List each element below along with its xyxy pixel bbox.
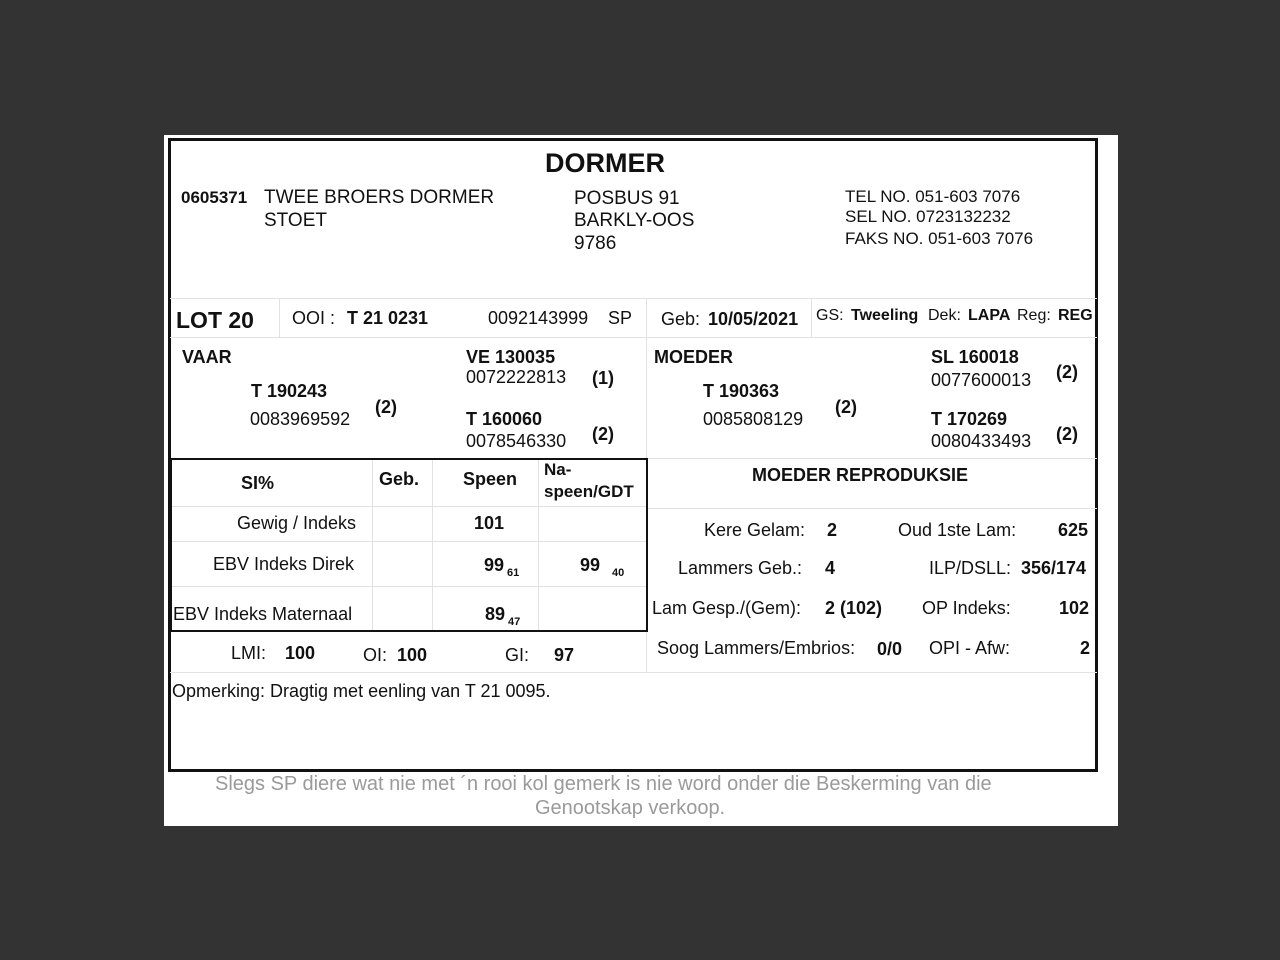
speen-header: Speen bbox=[463, 469, 518, 489]
moeder-sire-grade: (2) bbox=[1056, 362, 1078, 382]
gewig-speen-value: 101 bbox=[474, 513, 505, 533]
moeder-dam-grade: (2) bbox=[1056, 424, 1078, 444]
row-label-maternaal: EBV Indeks Maternaal bbox=[173, 604, 353, 624]
gi-value: 97 bbox=[554, 645, 575, 665]
reg-value: REG bbox=[1058, 307, 1093, 324]
si-col-line-2 bbox=[432, 460, 433, 630]
faks-number: FAKS NO. 051-603 7076 bbox=[845, 229, 1034, 248]
oud-1ste-lam-label: Oud 1ste Lam: bbox=[898, 520, 1017, 540]
vaar-sire-grade: (1) bbox=[592, 368, 614, 388]
geb-value: 10/05/2021 bbox=[708, 309, 799, 329]
soog-value: 0/0 bbox=[877, 639, 903, 659]
lmi-label: LMI: bbox=[231, 643, 267, 663]
lammers-geb-label: Lammers Geb.: bbox=[678, 558, 803, 578]
repro-title: MOEDER REPRODUKSIE bbox=[752, 465, 969, 485]
ilp-dsll-label: ILP/DSLL: bbox=[929, 558, 1012, 578]
ooi-value: T 21 0231 bbox=[347, 308, 429, 328]
direk-naspeen-value: 99 $_{40}$ bbox=[580, 555, 625, 579]
si-table-top-border bbox=[170, 458, 648, 460]
geb-label: Geb: bbox=[661, 309, 701, 329]
moeder-dam-tag: T 170269 bbox=[931, 409, 1008, 429]
row-label-gewig: Gewig / Indeks bbox=[237, 513, 357, 533]
gs-label: GS: bbox=[816, 307, 844, 324]
moeder-tag: T 190363 bbox=[703, 381, 780, 401]
si-row-line-1 bbox=[172, 541, 646, 542]
vaar-sire-tag: VE 130035 bbox=[466, 347, 556, 367]
maternaal-speen-value: 89 $_{47}$ bbox=[485, 604, 521, 628]
si-header: SI% bbox=[241, 473, 275, 493]
address-line3: 9786 bbox=[574, 233, 617, 254]
moeder-sire-id: 0077600013 bbox=[931, 370, 1032, 390]
si-row-line-2 bbox=[172, 586, 646, 587]
breeder-code: 0605371 bbox=[181, 188, 248, 207]
vaar-dam-grade: (2) bbox=[592, 424, 614, 444]
op-indeks-value: 102 bbox=[1059, 598, 1090, 618]
index-row-line bbox=[170, 672, 1097, 673]
moeder-id: 0085808129 bbox=[703, 409, 804, 429]
opi-afw-value: 2 bbox=[1080, 638, 1091, 658]
naspeen-header-line1: Na- bbox=[544, 460, 572, 479]
row-label-direk: EBV Indeks Direk bbox=[213, 554, 355, 574]
moeder-grade: (2) bbox=[835, 397, 857, 417]
kere-gelam-value: 2 bbox=[827, 520, 838, 540]
moeder-label: MOEDER bbox=[654, 347, 734, 367]
breeder-name: TWEE BROERS DORMER bbox=[264, 187, 495, 208]
ooi-label: OOI : bbox=[292, 308, 336, 328]
direk-speen-value: 99 $_{61}$ bbox=[484, 555, 520, 579]
footer-disclaimer-line1: Slegs SP diere wat nie met ´n rooi kol gemerk is nie word onder die Beskerming van die bbox=[215, 773, 992, 795]
lot-divider-2 bbox=[646, 298, 647, 458]
repro-top-line bbox=[648, 458, 1097, 459]
opi-afw-label: OPI - Afw: bbox=[929, 638, 1011, 658]
footer-disclaimer-line2: Genootskap verkoop. bbox=[535, 797, 726, 819]
vaar-label: VAAR bbox=[182, 347, 232, 367]
lam-gesp-label: Lam Gesp./(Gem): bbox=[652, 598, 802, 618]
ilp-dsll-value: 356/174 bbox=[1021, 558, 1087, 578]
moeder-dam-id: 0080433493 bbox=[931, 431, 1032, 451]
dek-label: Dek: bbox=[928, 307, 961, 324]
lam-gesp-value: 2 (102) bbox=[825, 598, 883, 618]
si-header-line bbox=[172, 506, 646, 507]
repro-bottom-divider bbox=[646, 632, 647, 672]
soog-label: Soog Lammers/Embrios: bbox=[657, 638, 856, 658]
dek-value: LAPA bbox=[968, 307, 1011, 324]
address-line1: POSBUS 91 bbox=[574, 188, 680, 209]
reg-label: Reg: bbox=[1017, 307, 1051, 324]
lot-divider-3 bbox=[811, 298, 812, 338]
gs-value: Tweeling bbox=[851, 307, 919, 324]
si-table-right-border bbox=[646, 458, 648, 632]
op-indeks-label: OP Indeks: bbox=[922, 598, 1011, 618]
si-table-left-border bbox=[170, 458, 172, 632]
oud-1ste-lam-value: 625 bbox=[1058, 520, 1089, 540]
geb-header: Geb. bbox=[379, 469, 420, 489]
vaar-tag: T 190243 bbox=[251, 381, 328, 401]
vaar-grade: (2) bbox=[375, 397, 397, 417]
lot-row-bottom-line bbox=[170, 337, 1097, 338]
kere-gelam-label: Kere Gelam: bbox=[704, 520, 806, 540]
vaar-dam-tag: T 160060 bbox=[466, 409, 543, 429]
si-col-line-1 bbox=[372, 460, 373, 630]
sel-number: SEL NO. 0723132232 bbox=[845, 207, 1011, 226]
vaar-sire-id: 0072222813 bbox=[466, 367, 567, 387]
oi-label: OI: bbox=[363, 645, 388, 665]
oi-value: 100 bbox=[397, 645, 428, 665]
vaar-dam-id: 0078546330 bbox=[466, 431, 567, 451]
si-col-line-3 bbox=[538, 460, 539, 630]
sp-badge: SP bbox=[608, 308, 633, 328]
address-line2: BARKLY-OOS bbox=[574, 210, 695, 231]
moeder-sire-tag: SL 160018 bbox=[931, 347, 1019, 367]
lot-number: LOT 20 bbox=[176, 307, 254, 333]
repro-header-line bbox=[648, 508, 1097, 509]
gi-label: GI: bbox=[505, 645, 530, 665]
si-table-bottom-border bbox=[170, 630, 648, 632]
naspeen-header-line2: speen/GDT bbox=[544, 482, 634, 501]
breed-title: DORMER bbox=[545, 148, 665, 178]
lot-divider-1 bbox=[279, 298, 280, 338]
id-number: 0092143999 bbox=[488, 308, 589, 328]
vaar-id: 0083969592 bbox=[250, 409, 351, 429]
lot-row-top-line bbox=[170, 298, 1097, 299]
lammers-geb-value: 4 bbox=[825, 558, 836, 578]
opmerking-text: Opmerking: Dragtig met eenling van T 21 0095. bbox=[172, 681, 551, 701]
lmi-value: 100 bbox=[285, 643, 316, 663]
breeder-name-line2: STOET bbox=[264, 210, 327, 231]
tel-number: TEL NO. 051-603 7076 bbox=[845, 187, 1021, 206]
